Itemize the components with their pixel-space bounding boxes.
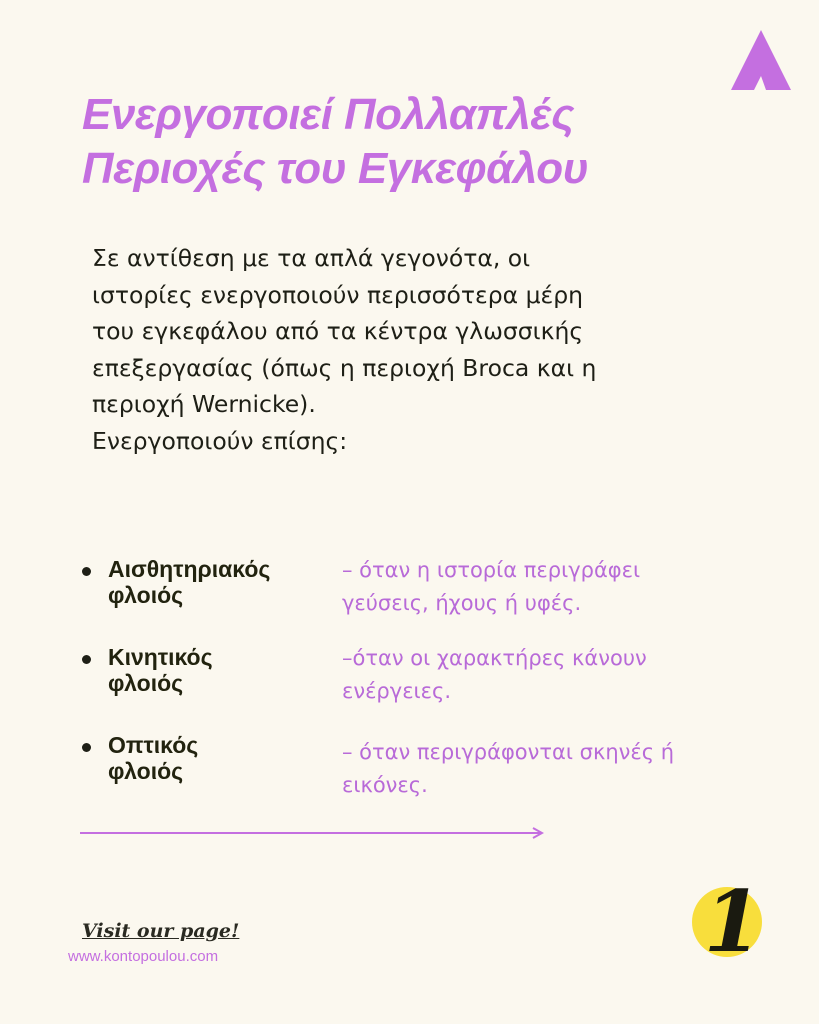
page-number: 1 xyxy=(703,872,763,971)
bullet-icon xyxy=(82,567,91,576)
list-item-term: Οπτικός φλοιός xyxy=(108,732,199,784)
list-item-description: –όταν οι χαρακτήρες κάνουν ενέργειες. xyxy=(342,646,647,703)
intro-line: ιστορίες ενεργοποιούν περισσότερα μέρη xyxy=(92,280,584,309)
list-item-term: Αισθητηριακός φλοιός xyxy=(108,556,271,608)
list-item-description: – όταν περιγράφονται σκηνές ή εικόνες. xyxy=(342,740,675,797)
intro-line: Σε αντίθεση με τα απλά γεγονότα, οι xyxy=(92,244,531,272)
title-line-1: Ενεργοποιεί Πολλαπλές xyxy=(82,90,574,139)
logo-icon xyxy=(730,28,792,92)
intro-line: του εγκεφάλου από τα κέντρα γλωσσικής xyxy=(92,317,584,345)
list-item-term: Κινητικός φλοιός xyxy=(108,644,213,696)
page-title xyxy=(82,88,742,196)
intro-paragraph xyxy=(92,240,742,459)
title-line-2: Περιοχές του Εγκεφάλου xyxy=(82,144,589,193)
page-number-badge xyxy=(690,872,770,971)
visit-page-link[interactable]: Visit our page! xyxy=(82,920,240,942)
list-item-description: – όταν η ιστορία περιγράφει γεύσεις, ήχους ή υφές. xyxy=(342,558,641,615)
intro-line: επεξεργασίας (όπως η περιοχή Broca και η xyxy=(92,353,597,382)
intro-line: Ενεργοποιούν επίσης: xyxy=(92,426,348,455)
website-url[interactable]: www.kontopoulou.com xyxy=(68,948,219,965)
arrow-right-icon xyxy=(80,826,544,840)
bullet-icon xyxy=(82,743,91,752)
bullet-icon xyxy=(82,655,91,664)
intro-line: περιοχή Wernicke). xyxy=(92,390,316,418)
